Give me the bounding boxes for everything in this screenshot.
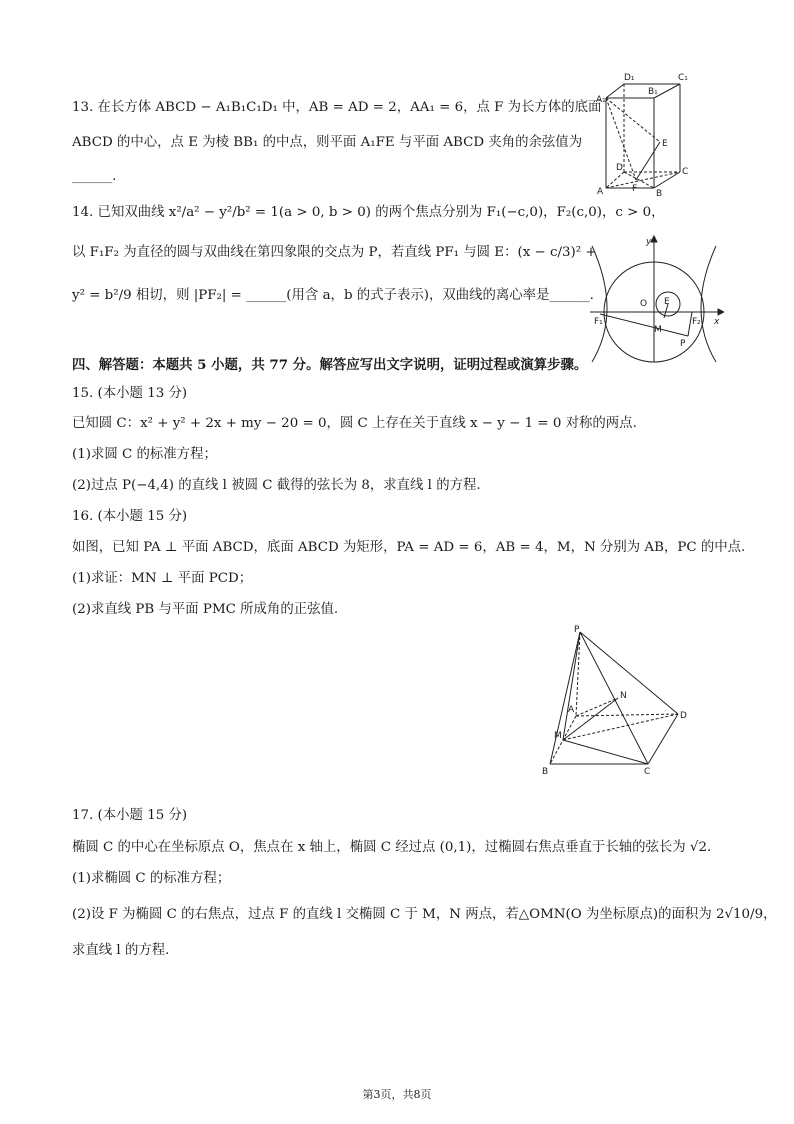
page-footer: 第3页，共8页 — [362, 1088, 432, 1101]
label-axis-y: y — [646, 237, 652, 247]
label-A1: A₁ — [596, 95, 606, 105]
q17-header: 17. (本小题 15 分) — [72, 808, 188, 823]
label-C: C — [644, 767, 651, 777]
q13-cuboid-figure — [594, 70, 704, 198]
label-E: E — [662, 139, 668, 149]
q15-part-2: (2)过点 P(−4,4) 的直线 l 被圆 C 截得的弦长为 8，求直线 l 的方程. — [72, 478, 481, 493]
label-C1: C₁ — [678, 73, 688, 83]
label-M: M — [654, 325, 662, 335]
q14-hyperbola-figure — [588, 232, 724, 366]
label-M: M — [554, 731, 562, 741]
q15-header: 15. (本小题 13 分) — [72, 386, 188, 401]
q17-part-2: (2)设 F 为椭圆 C 的右焦点，过点 F 的直线 l 交椭圆 C 于 M，N 两点，若△OMN(O 为坐标原点)的面积为 2√10/9， — [72, 907, 777, 922]
label-B: B — [542, 767, 549, 777]
label-D: D — [680, 711, 687, 721]
q13-line-2: ABCD 的中心，点 E 为棱 BB₁ 的中点，则平面 A₁FE 与平面 ABCD 夹角的余弦值为 — [72, 135, 583, 150]
q16-part-1: (1)求证：MN ⊥ 平面 PCD； — [72, 571, 253, 586]
q14-line-1: 14. 已知双曲线 x²/a² − y²/b² = 1(a > 0, b > 0) 的两个焦点分别为 F₁(−c,0)，F₂(c,0)，c > 0， — [72, 205, 665, 220]
q16-header: 16. (本小题 15 分) — [72, 509, 188, 524]
label-A: A — [568, 705, 575, 715]
label-O: O — [640, 299, 648, 309]
q13-line-1: 13. 在长方体 ABCD − A₁B₁C₁D₁ 中，AB = AD = 2，AA₁ = 6，点 F 为长方体的底面 — [72, 100, 602, 115]
q16-stem: 如图，已知 PA ⊥ 平面 ABCD，底面 ABCD 为矩形，PA = AD = 6，AB = 4，M，N 分别为 AB，PC 的中点. — [72, 540, 746, 555]
label-P: P — [574, 625, 580, 635]
section-heading: 四、解答题：本题共 5 小题，共 77 分。解答应写出文字说明，证明过程或演算步骤。 — [72, 357, 588, 373]
label-E: E — [664, 297, 670, 307]
q14-line-3: y² = b²/9 相切，则 |PF₂| = ______(用含 a，b 的式子表示)，双曲线的离心率是______. — [72, 288, 594, 303]
q16-part-2: (2)求直线 PB 与平面 PMC 所成角的正弦值. — [72, 602, 339, 617]
q16-pyramid-figure — [536, 622, 696, 780]
label-F: F — [632, 184, 638, 194]
q17-part-2-continued: 求直线 l 的方程. — [72, 943, 170, 958]
label-D1: D₁ — [624, 73, 635, 83]
q15-stem: 已知圆 C：x² + y² + 2x + my − 20 = 0，圆 C 上存在关于直线 x − y − 1 = 0 对称的两点. — [72, 416, 637, 431]
label-B1: B₁ — [648, 87, 658, 97]
label-F1: F₁ — [594, 317, 603, 327]
label-F2: F₂ — [692, 317, 701, 327]
label-D: D — [616, 163, 623, 173]
label-C: C — [682, 167, 689, 177]
label-axis-x: x — [714, 317, 720, 327]
q13-line-3: ______. — [72, 169, 117, 184]
q17-part-1: (1)求椭圆 C 的标准方程； — [72, 871, 231, 886]
label-B: B — [656, 189, 663, 198]
q15-part-1: (1)求圆 C 的标准方程； — [72, 447, 217, 462]
label-A: A — [597, 187, 604, 197]
label-P: P — [680, 339, 686, 349]
q14-line-2: 以 F₁F₂ 为直径的圆与双曲线在第四象限的交点为 P，若直线 PF₁ 与圆 E：(x − c/3)² + — [72, 245, 597, 260]
label-N: N — [620, 691, 627, 701]
q17-stem: 椭圆 C 的中心在坐标原点 O，焦点在 x 轴上，椭圆 C 经过点 (0,1)，过椭圆右焦点垂直于长轴的弦长为 √2. — [72, 840, 712, 855]
